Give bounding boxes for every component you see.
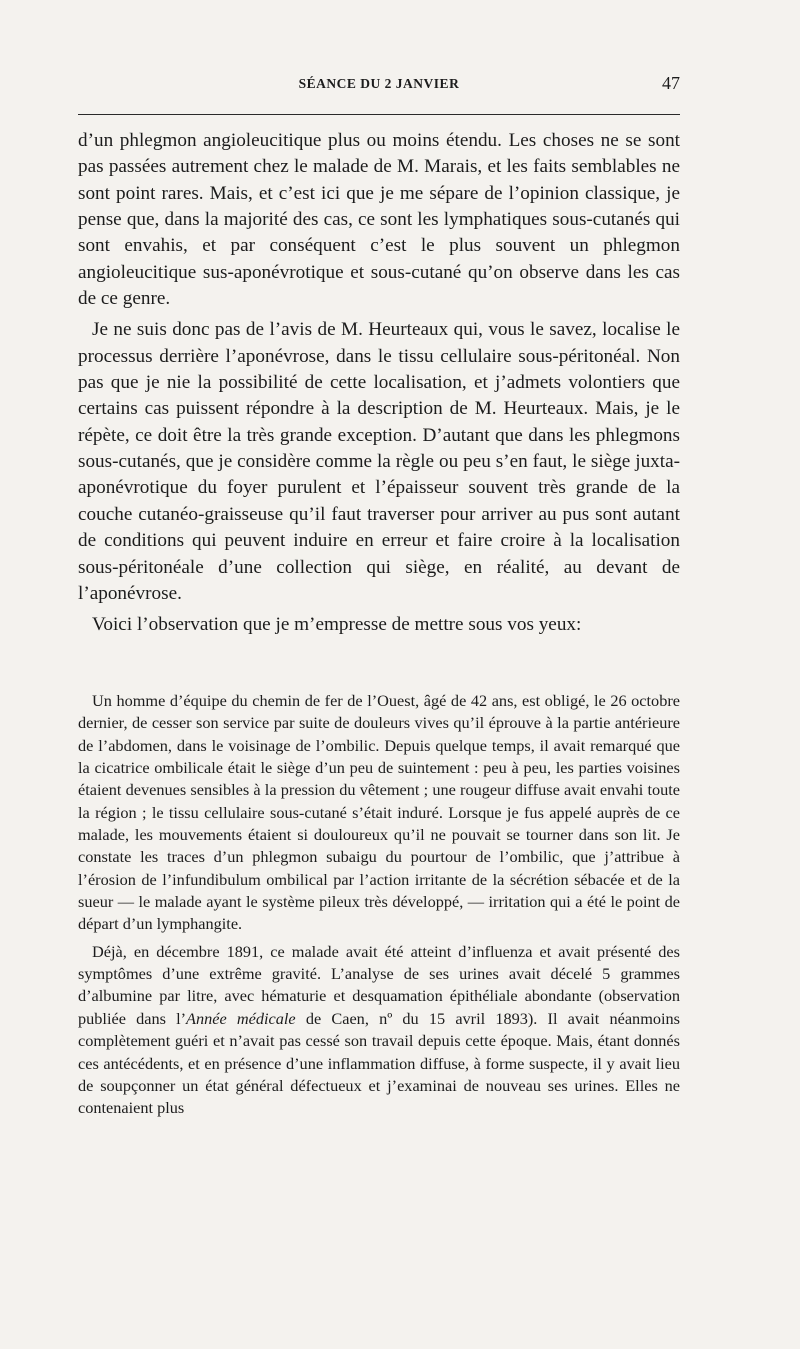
paragraph-intro-observation: Voici l’observation que je m’empresse de mettre sous vos yeux: bbox=[92, 614, 582, 636]
paragraph-heurteaux: Je ne suis donc pas de l’avis de M. Heurteaux qui, vous le savez, localise le processus derrière l’aponévrose, dans le tissu cellulaire sous-péritonéal. Non pas que je nie la possibilité de cette localisation, et j’admets volontiers que certains cas puissent répondre à la description de M. Heurteaux. Mais, je le répète, ce doit être la très grande exception. D’autant que dans les phlegmons sous-cutanés, que je considère comme la règle ou peu s’en faut, le siège juxta-aponévrotique du foyer purulent et l’épaisseur souvent très grande de la couche cutanéo-graisseuse qu’il faut traverser pour arriver au pus sont autant de conditions qui peuvent induire en erreur et faire croire à la localisation sous-péritonéale d’une collection qui siège, en réalité, au devant de l’aponévrose. bbox=[78, 319, 680, 604]
observation-paragraph-1: Un homme d’équipe du chemin de fer de l’Ouest, âgé de 42 ans, est obligé, le 26 octobre dernier, de cesser son service par suite de douleurs vives qu’il éprouve à la partie antérieure de l’abdomen, dans le voisinage de l’ombilic. Depuis quelque temps, il avait remarqué que la cicatrice ombilicale était le siège d’un peu de suintement : peu à peu, les parties voisines étaient devenues sensibles à la pression du vêtement ; une rougeur diffuse avait envahi toute la région ; le tissu cellulaire sous-cutané s’était induré. Lorsque je fus appelé auprès de ce malade, les mouvements étaient si douloureux qu’il ne pouvait se tourner dans son lit. Je constate les traces d’un phlegmon subaigu du pourtour de l’ombilic, que j’attribue à l’érosion de l’infundibulum ombilical par l’action irritante de la sécrétion sébacée et de la sueur — le malade ayant le système pileux très développé, — irritation qui a été le point de départ d’un lymphangite. bbox=[78, 691, 680, 934]
running-head: SÉANCE DU 2 JANVIER bbox=[298, 76, 460, 91]
header-rule bbox=[78, 114, 680, 115]
observation-text bbox=[78, 690, 680, 1120]
observation-paragraph-2-end: de Caen, nº du 15 avril 1893). Il avait néanmoins complètement guéri et n’avait pas cessé son travail depuis cette époque. Mais, étant donnés ces antécédents, et en présence d’une inflammation diffuse, à forme suspecte, il y avait lieu de soupçonner un état général défectueux et j’examinai de nouveau ses urines. Elles ne contenaient plus bbox=[78, 1008, 681, 1118]
main-text bbox=[78, 128, 680, 639]
paragraph-continuation: d’un phlegmon angioleucitique plus ou moins étendu. Les choses ne se sont pas passées autrement chez le malade de M. Marais, et les faits semblables ne sont point rares. Mais, et c’est ici que je me sépare de l’opinion classique, je pense que, dans la majorité des cas, ce sont les lymphatiques sous-cutanés qui sont envahis, et par conséquent c’est le plus souvent un phlegmon angioleucitique sus-aponévrotique et sous-cutané qu’on observe dans les cas de ce genre. bbox=[78, 130, 680, 310]
journal-title: Année médicale bbox=[186, 1008, 296, 1028]
page-header bbox=[78, 73, 680, 98]
observation-paragraph-2 bbox=[78, 941, 680, 1120]
page-number: 47 bbox=[662, 73, 680, 93]
observation-paragraph-2-start: Déjà, en décembre 1891, ce malade avait été atteint d’influenza et avait présenté des symptômes d’une extrême gravité. L’analyse de ses urines avait décelé 5 grammes d’albumine par litre, avec hématurie et desquamation épithéliale abondante (observation publiée dans l’ bbox=[78, 941, 680, 1028]
